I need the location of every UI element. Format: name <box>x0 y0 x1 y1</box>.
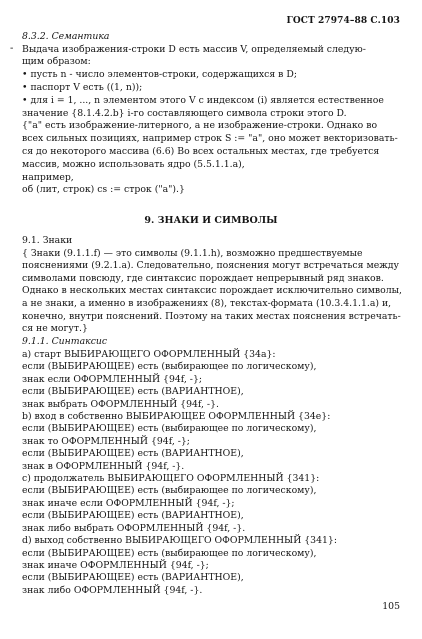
text-line: символами повсюду, где синтаксис порождает непрерывный ряд знаков. <box>22 272 384 284</box>
section-heading: 9. ЗНАКИ И СИМВОЛЫ <box>144 215 278 226</box>
text-line: если (ВЫБИРАЮЩЕЕ) есть (ВАРИАНТНОЕ), <box>22 448 244 460</box>
text-line: значение {8.1.4.2.b} i-го составляющего символа строки этого D. <box>22 107 347 119</box>
text-line: 9.1.1. Синтаксис <box>22 335 108 347</box>
text-line: Однако в нескольких местах синтаксис порождает исключительно символы, <box>22 285 403 297</box>
syntax-body <box>22 349 402 597</box>
text-line: массив, можно использовать ядро (5.5.1.1.a), <box>22 158 245 170</box>
text-line: ся не могут.} <box>22 323 88 335</box>
text-line: • паспорт V есть ((1, n)); <box>22 81 143 93</box>
text-line: если (ВЫБИРАЮЩЕЕ) есть (ВАРИАНТНОЕ), <box>22 510 244 522</box>
syntax-rules <box>22 349 402 597</box>
text-line: например, <box>22 171 74 183</box>
text-line: знак в ОФОРМЛЕННЫЙ {94f, -}. <box>22 460 185 472</box>
text-line: если (ВЫБИРАЮЩЕЕ) есть (выбирающее по логическому), <box>22 423 317 435</box>
text-line: { Знаки (9.1.1.f) — это символы (9.1.1.h), возможно предшествуемые <box>22 247 363 259</box>
signs-body <box>22 235 402 348</box>
signs-section <box>22 235 402 348</box>
text-line: конечно, внутри пояснений. Поэтому на таких местах пояснения встречать- <box>22 310 401 322</box>
text-line: всех сильных позициях, например строк S := "a", оно может векторизовать- <box>22 133 398 145</box>
text-line: • пусть n - число элементов-строки, содержащихся в D; <box>22 69 297 81</box>
semantics-body <box>22 44 402 198</box>
text-line: b) вход в собственно ВЫБИРАЮЩЕЕ ОФОРМЛЕННЫЙ {34e}: <box>22 411 331 423</box>
semantics-title: 8.3.2. Семантика <box>22 31 110 42</box>
text-line: знак если ОФОРМЛЕННЫЙ {94f, -}; <box>22 373 202 385</box>
text-line: Выдача изображения-строки D есть массив V, определяемый следую- <box>22 43 366 55</box>
text-line: знак то ОФОРМЛЕННЫЙ {94f, -}; <box>22 435 190 447</box>
text-line: 9.1. Знаки <box>22 235 73 246</box>
text-line: знак иначе если ОФОРМЛЕННЫЙ {94f, -}; <box>22 497 235 509</box>
text-line: ся до некоторого массива (6.6) Во всех остальных местах, где требуется <box>22 145 380 157</box>
text-line: d) выход собственно ВЫБИРАЮЩЕГО ОФОРМЛЕННЫЙ {341}: <box>22 535 337 547</box>
text-line: пояснениями (9.2.1.a). Следовательно, пояснения могут встречаться между <box>22 260 399 272</box>
text-line: знак либо ОФОРМЛЕННЫЙ {94f, -}. <box>22 584 203 596</box>
text-line: если (ВЫБИРАЮЩЕЕ) есть (выбирающее по логическому), <box>22 361 317 373</box>
page-number: 105 <box>382 601 400 612</box>
text-line: об (лит, строк) cs := строк ("a").} <box>22 184 185 196</box>
text-line: а не знаки, а именно в изображениях (8), текстах-формата (10.3.4.1.1.a) и, <box>22 297 392 309</box>
text-line: если (ВЫБИРАЮЩЕЕ) есть (выбирающее по логическому), <box>22 485 317 497</box>
text-line: щим образом: <box>22 56 91 68</box>
text-line: знак иначе ОФОРМЛЕННЫЙ {94f, -}; <box>22 559 209 571</box>
text-line: если (ВЫБИРАЮЩЕЕ) есть (ВАРИАНТНОЕ), <box>22 572 244 584</box>
text-line: {"a" есть изображение-литерного, а не изображение-строки. Однако во <box>22 120 378 132</box>
text-line: если (ВЫБИРАЮЩЕЕ) есть (выбирающее по логическому), <box>22 547 317 559</box>
text-line: • для i = 1, ..., n элементом этого V с индексом (i) является естественное <box>22 94 384 106</box>
text-line: c) продолжатель ВЫБИРАЮЩЕГО ОФОРМЛЕННЫЙ {341}: <box>22 473 320 485</box>
text-line: a) старт ВЫБИРАЮЩЕГО ОФОРМЛЕННЫЙ {34a}: <box>22 349 276 360</box>
semantics-section <box>22 31 402 197</box>
page-header: ГОСТ 27974–88 С.103 <box>286 16 400 26</box>
text-line: знак выбрать ОФОРМЛЕННЫЙ {94f, -}. <box>22 398 219 410</box>
margin-mark: - <box>10 43 14 54</box>
text-line: если (ВЫБИРАЮЩЕЕ) есть (ВАРИАНТНОЕ), <box>22 386 244 398</box>
text-line: знак либо выбрать ОФОРМЛЕННЫЙ {94f, -}. <box>22 522 246 534</box>
